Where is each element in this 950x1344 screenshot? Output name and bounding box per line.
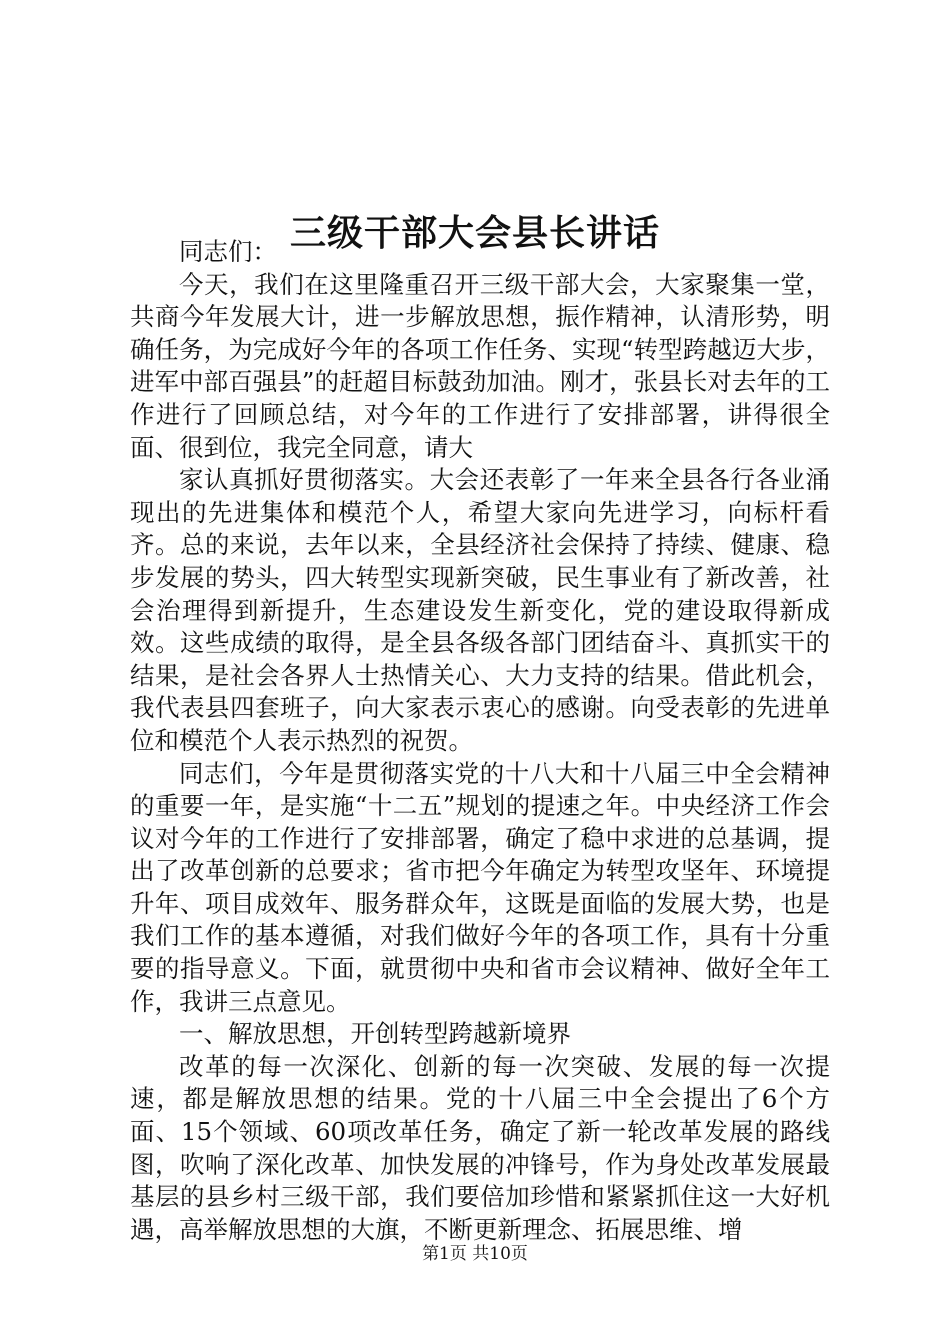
- page-indicator: 第1页 共10页: [422, 1244, 528, 1264]
- section-heading: 一、解放思想，开创转型跨越新境界: [179, 1019, 571, 1049]
- document-body: [130, 236, 830, 1246]
- paragraph: 同志们，今年是贯彻落实党的十八大和十八届三中全会精神的重要一年，是实施“十二五”规划的提速之年。中央经济工作会议对今年的工作进行了安排部署，确定了稳中求进的总基调，提出了改革创新的总要求；省市把今年确定为转型攻坚年、环境提升年、项目成效年、服务群众年，这既是面临的发展大势，也是我们工作的基本遵循，对我们做好今年的各项工作，具有十分重要的指导意义。下面，就贯彻中央和省市会议精神、做好全年工作，我讲三点意见。: [130, 758, 830, 1016]
- page-footer: [0, 1242, 950, 1266]
- paragraph: 今天，我们在这里隆重召开三级干部大会，大家聚集一堂，共商今年发展大计，进一步解放思想，振作精神，认清形势，明确任务，为完成好今年的各项工作任务、实现“转型跨越迈大步，进军中部百强县”的赶超目标鼓劲加油。刚才，张县长对去年的工作进行了回顾总结，对今年的工作进行了安排部署，讲得很全面、很到位，我完全同意，请大: [130, 269, 830, 462]
- paragraph: 家认真抓好贯彻落实。大会还表彰了一年来全县各行各业涌现出的先进集体和模范个人，希望大家向先进学习，向标杆看齐。总的来说，去年以来，全县经济社会保持了持续、健康、稳步发展的势头，四大转型实现新突破，民生事业有了新改善，社会治理得到新提升，生态建设发生新变化，党的建设取得新成效。这些成绩的取得，是全县各级各部门团结奋斗、真抓实干的结果，是社会各界人士热情关心、大力支持的结果。借此机会，我代表县四套班子，向大家表示衷心的感谢。向受表彰的先进单位和模范个人表示热烈的祝贺。: [130, 465, 830, 755]
- document-title: 三级干部大会县长讲话: [289, 212, 660, 255]
- salutation: 同志们：: [179, 237, 277, 266]
- paragraph: 改革的每一次深化、创新的每一次突破、发展的每一次提速，都是解放思想的结果。党的十八届三中全会提出了6个方面、15个领域、60项改革任务，确定了新一轮改革发展的路线图，吹响了深化改革、加快发展的冲锋号，作为身处改革发展最基层的县乡村三级干部，我们要倍加珍惜和紧紧抓住这一大好机遇，高举解放思想的大旗，不断更新理念、拓展思维、增: [130, 1051, 830, 1244]
